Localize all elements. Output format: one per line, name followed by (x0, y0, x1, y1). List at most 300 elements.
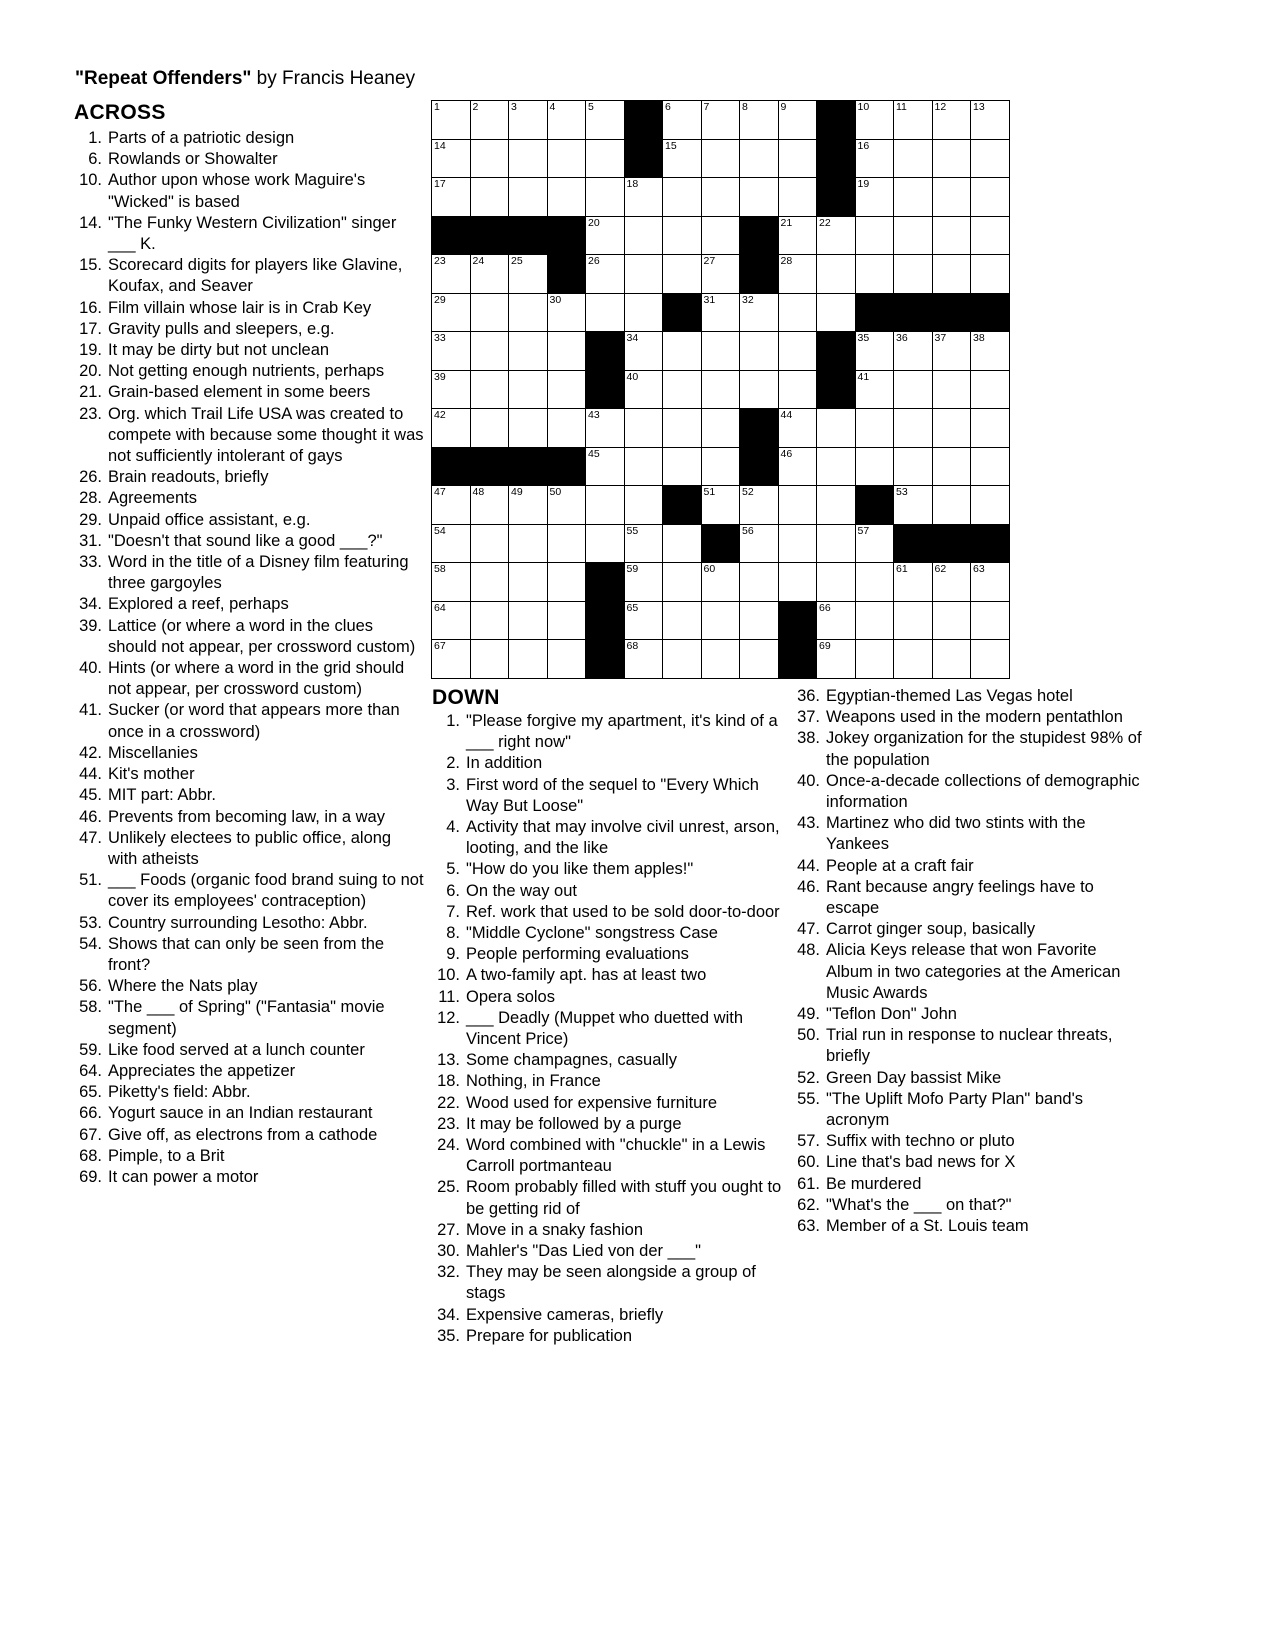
across-clue[interactable] (74, 170, 424, 212)
down-clue-number: 11. (438, 987, 460, 1006)
across-clue[interactable] (74, 1103, 424, 1124)
grid-cell[interactable] (817, 216, 856, 255)
crossword-grid[interactable] (431, 100, 1010, 679)
grid-cell[interactable] (624, 293, 663, 332)
grid-cell[interactable] (432, 524, 471, 563)
grid-cell[interactable] (971, 332, 1010, 371)
grid-cell[interactable] (663, 255, 702, 294)
grid-cell[interactable] (432, 178, 471, 217)
grid-cell[interactable] (432, 139, 471, 178)
grid-cell[interactable] (470, 139, 509, 178)
grid-cell[interactable] (971, 447, 1010, 486)
grid-block-cell (778, 601, 817, 640)
across-clue[interactable] (74, 1125, 424, 1146)
down-clue[interactable] (792, 686, 1144, 707)
grid-cell[interactable] (624, 370, 663, 409)
across-clue[interactable] (74, 255, 424, 297)
down-clue[interactable] (792, 707, 1144, 728)
across-clue[interactable] (74, 510, 424, 531)
down-clue-number: 13. (437, 1051, 460, 1070)
grid-cell[interactable] (817, 255, 856, 294)
grid-cell[interactable] (701, 563, 740, 602)
across-clue-text: Shows that can only be seen from the front? (108, 934, 385, 974)
grid-cell[interactable] (547, 139, 586, 178)
grid-cell[interactable] (663, 178, 702, 217)
grid-cell[interactable] (701, 101, 740, 140)
grid-cell[interactable] (624, 178, 663, 217)
grid-cell[interactable] (855, 101, 894, 140)
across-clue[interactable] (74, 382, 424, 403)
across-clue[interactable] (74, 149, 424, 170)
grid-cell[interactable] (470, 370, 509, 409)
grid-cell[interactable] (778, 293, 817, 332)
grid-cell[interactable] (740, 370, 779, 409)
grid-cell[interactable] (470, 601, 509, 640)
across-clue[interactable] (74, 1146, 424, 1167)
grid-cell[interactable] (547, 640, 586, 679)
grid-cell[interactable] (855, 524, 894, 563)
down-clue[interactable] (792, 1195, 1144, 1216)
down-clue-text: Activity that may involve civil unrest, arson, looting, and the like (466, 818, 780, 858)
grid-cell[interactable] (778, 216, 817, 255)
across-clue-number: 34. (79, 595, 102, 614)
grid-cell[interactable] (432, 332, 471, 371)
down-clue[interactable] (432, 1241, 790, 1262)
down-clue[interactable] (792, 1025, 1144, 1067)
grid-cell[interactable] (470, 563, 509, 602)
grid-cell[interactable] (663, 101, 702, 140)
grid-cell[interactable] (701, 216, 740, 255)
grid-cell[interactable] (932, 447, 971, 486)
grid-cell[interactable] (509, 178, 548, 217)
across-clue[interactable] (74, 340, 424, 361)
across-clue[interactable] (74, 1040, 424, 1061)
grid-cell[interactable] (470, 255, 509, 294)
grid-cell[interactable] (509, 332, 548, 371)
grid-cell[interactable] (740, 640, 779, 679)
grid-cell[interactable] (509, 640, 548, 679)
down-clue-number: 2. (446, 754, 460, 773)
across-clue[interactable] (74, 531, 424, 552)
grid-cell[interactable] (586, 139, 625, 178)
grid-cell-number: 42 (434, 409, 446, 421)
across-clue[interactable] (74, 658, 424, 700)
across-clue[interactable] (74, 743, 424, 764)
grid-cell[interactable] (894, 447, 933, 486)
grid-cell[interactable] (701, 601, 740, 640)
grid-cell[interactable] (432, 101, 471, 140)
grid-cell[interactable] (894, 409, 933, 448)
grid-cell[interactable] (432, 409, 471, 448)
grid-cell[interactable] (855, 447, 894, 486)
grid-cell[interactable] (624, 601, 663, 640)
grid-cell[interactable] (932, 178, 971, 217)
grid-cell[interactable] (509, 293, 548, 332)
down-clue[interactable] (432, 1305, 790, 1326)
grid-cell[interactable] (740, 293, 779, 332)
down-clue[interactable] (432, 1177, 790, 1219)
across-clue[interactable] (74, 913, 424, 934)
across-clue-text: Prevents from becoming law, in a way (108, 807, 385, 826)
grid-cell[interactable] (701, 255, 740, 294)
across-clue-number: 44. (79, 765, 102, 784)
grid-cell[interactable] (778, 524, 817, 563)
down-clue[interactable] (792, 771, 1144, 813)
grid-cell-number: 30 (549, 293, 562, 306)
across-clue[interactable] (74, 361, 424, 382)
grid-cell[interactable] (586, 216, 625, 255)
across-clue[interactable] (74, 552, 424, 594)
grid-cell[interactable] (971, 255, 1010, 294)
grid-cell[interactable] (817, 293, 856, 332)
down-clue[interactable] (432, 1326, 790, 1347)
grid-cell[interactable] (817, 447, 856, 486)
grid-cell[interactable] (663, 601, 702, 640)
down-clue[interactable] (432, 859, 790, 880)
grid-cell[interactable] (932, 332, 971, 371)
across-clue[interactable] (74, 616, 424, 658)
grid-cell[interactable] (701, 178, 740, 217)
grid-cell[interactable] (740, 486, 779, 525)
grid-cell[interactable] (778, 139, 817, 178)
grid-cell[interactable] (509, 255, 548, 294)
grid-cell[interactable] (509, 486, 548, 525)
grid-cell[interactable] (663, 563, 702, 602)
across-clue[interactable] (74, 1082, 424, 1103)
grid-cell[interactable] (778, 447, 817, 486)
grid-cell[interactable] (470, 293, 509, 332)
grid-cell[interactable] (509, 101, 548, 140)
grid-cell[interactable] (701, 139, 740, 178)
down-clue[interactable] (432, 944, 790, 965)
grid-cell[interactable] (586, 101, 625, 140)
grid-cell[interactable] (971, 101, 1010, 140)
across-clue[interactable] (74, 1061, 424, 1082)
grid-cell[interactable] (547, 524, 586, 563)
grid-cell-number: 35 (857, 332, 870, 344)
grid-cell[interactable] (624, 409, 663, 448)
grid-cell[interactable] (740, 139, 779, 178)
grid-row (432, 216, 1010, 255)
across-clue[interactable] (74, 764, 424, 785)
down-clue[interactable] (432, 965, 790, 986)
grid-cell[interactable] (470, 332, 509, 371)
down-clue[interactable] (432, 1008, 790, 1050)
grid-cell[interactable] (971, 486, 1010, 525)
grid-cell[interactable] (701, 640, 740, 679)
grid-cell[interactable] (432, 370, 471, 409)
grid-cell[interactable] (663, 409, 702, 448)
grid-cell[interactable] (855, 332, 894, 371)
across-clue[interactable] (74, 976, 424, 997)
grid-cell[interactable] (740, 332, 779, 371)
across-clue-text: Pimple, to a Brit (108, 1146, 225, 1165)
down-clue[interactable] (792, 1004, 1144, 1025)
grid-block-cell (470, 447, 509, 486)
grid-cell[interactable] (778, 486, 817, 525)
grid-cell[interactable] (740, 101, 779, 140)
across-clue[interactable] (74, 467, 424, 488)
grid-cell[interactable] (855, 601, 894, 640)
grid-cell[interactable] (778, 370, 817, 409)
grid-cell[interactable] (740, 563, 779, 602)
grid-cell[interactable] (624, 524, 663, 563)
grid-cell[interactable] (932, 409, 971, 448)
grid-cell[interactable] (624, 563, 663, 602)
down-clue[interactable] (792, 877, 1144, 919)
grid-cell[interactable] (586, 178, 625, 217)
down-clue[interactable] (792, 728, 1144, 770)
grid-cell[interactable] (470, 178, 509, 217)
grid-cell[interactable] (509, 370, 548, 409)
grid-cell[interactable] (817, 486, 856, 525)
grid-cell[interactable] (971, 601, 1010, 640)
down-clue[interactable] (432, 1135, 790, 1177)
grid-cell[interactable] (624, 216, 663, 255)
grid-cell[interactable] (701, 332, 740, 371)
grid-cell[interactable] (470, 640, 509, 679)
down-clue[interactable] (792, 1174, 1144, 1195)
grid-cell[interactable] (624, 447, 663, 486)
grid-cell[interactable] (894, 601, 933, 640)
across-clue-text: It can power a motor (108, 1167, 259, 1186)
down-clue[interactable] (792, 919, 1144, 940)
grid-cell[interactable] (817, 601, 856, 640)
grid-cell[interactable] (663, 370, 702, 409)
across-clue[interactable] (74, 298, 424, 319)
grid-cell[interactable] (932, 601, 971, 640)
grid-cell[interactable] (971, 178, 1010, 217)
down-clue-text: Member of a St. Louis team (826, 1217, 1029, 1236)
grid-cell[interactable] (894, 178, 933, 217)
down-clue[interactable] (792, 856, 1144, 877)
grid-cell[interactable] (663, 640, 702, 679)
grid-cell[interactable] (432, 255, 471, 294)
grid-cell[interactable] (624, 486, 663, 525)
grid-cell[interactable] (855, 370, 894, 409)
grid-cell[interactable] (855, 178, 894, 217)
across-clue[interactable] (74, 128, 424, 149)
grid-cell[interactable] (547, 563, 586, 602)
grid-cell[interactable] (547, 370, 586, 409)
grid-cell[interactable] (894, 563, 933, 602)
across-clue-number: 67. (79, 1125, 102, 1144)
down-clue[interactable] (432, 817, 790, 859)
grid-cell[interactable] (663, 216, 702, 255)
grid-cell[interactable] (509, 524, 548, 563)
grid-cell[interactable] (894, 640, 933, 679)
down-clue-number: 30. (437, 1242, 460, 1261)
grid-cell[interactable] (547, 293, 586, 332)
grid-cell[interactable] (547, 178, 586, 217)
down-clue[interactable] (432, 1071, 790, 1092)
grid-cell[interactable] (586, 447, 625, 486)
across-clue-text: Unlikely electees to public office, along with atheists (108, 828, 392, 868)
across-clue[interactable] (74, 319, 424, 340)
down-clue-number: 32. (437, 1263, 460, 1282)
grid-cell[interactable] (778, 255, 817, 294)
down-clue[interactable] (792, 1216, 1144, 1237)
grid-cell[interactable] (855, 409, 894, 448)
down-clue[interactable] (792, 813, 1144, 855)
grid-cell[interactable] (432, 563, 471, 602)
grid-cell[interactable] (932, 563, 971, 602)
grid-cell[interactable] (894, 216, 933, 255)
grid-cell-number: 29 (434, 293, 446, 306)
grid-cell[interactable] (778, 332, 817, 371)
grid-cell[interactable] (932, 370, 971, 409)
across-clue-number: 54. (79, 934, 102, 953)
grid-cell[interactable] (432, 640, 471, 679)
down-clue[interactable] (432, 1220, 790, 1241)
across-clue-text: Parts of a patriotic design (108, 129, 295, 147)
across-clue[interactable] (74, 1167, 424, 1188)
across-clue[interactable] (74, 488, 424, 509)
down-clue-number: 36. (797, 687, 820, 705)
down-clue[interactable] (792, 1152, 1144, 1173)
grid-cell-number: 67 (434, 640, 446, 652)
grid-cell[interactable] (932, 640, 971, 679)
down-clue[interactable] (432, 902, 790, 923)
grid-cell[interactable] (432, 293, 471, 332)
down-clue[interactable] (792, 1131, 1144, 1152)
grid-cell[interactable] (663, 139, 702, 178)
down-clue-text: A two-family apt. has at least two (466, 966, 707, 985)
grid-cell[interactable] (470, 486, 509, 525)
grid-cell[interactable] (932, 139, 971, 178)
grid-cell[interactable] (470, 101, 509, 140)
grid-cell[interactable] (971, 640, 1010, 679)
grid-cell[interactable] (894, 486, 933, 525)
grid-cell[interactable] (894, 255, 933, 294)
grid-cell[interactable] (971, 370, 1010, 409)
grid-cell[interactable] (470, 409, 509, 448)
grid-cell[interactable] (817, 640, 856, 679)
down-clue[interactable] (432, 775, 790, 817)
grid-cell[interactable] (740, 601, 779, 640)
grid-cell[interactable] (509, 409, 548, 448)
grid-cell[interactable] (586, 486, 625, 525)
grid-cell[interactable] (509, 139, 548, 178)
down-clue[interactable] (792, 1068, 1144, 1089)
grid-cell[interactable] (663, 447, 702, 486)
grid-cell[interactable] (740, 524, 779, 563)
grid-cell[interactable] (855, 216, 894, 255)
grid-cell[interactable] (894, 332, 933, 371)
down-clue[interactable] (432, 923, 790, 944)
down-clue[interactable] (432, 987, 790, 1008)
grid-cell[interactable] (663, 332, 702, 371)
grid-cell[interactable] (701, 293, 740, 332)
across-clue[interactable] (74, 700, 424, 742)
down-clue[interactable] (432, 1114, 790, 1135)
grid-cell[interactable] (547, 486, 586, 525)
grid-cell[interactable] (470, 524, 509, 563)
grid-cell[interactable] (547, 101, 586, 140)
down-clue[interactable] (432, 711, 790, 753)
across-clue[interactable] (74, 785, 424, 806)
grid-cell-number: 5 (588, 101, 594, 113)
grid-cell[interactable] (586, 293, 625, 332)
grid-cell[interactable] (778, 563, 817, 602)
grid-cell[interactable] (509, 563, 548, 602)
grid-cell[interactable] (701, 409, 740, 448)
grid-cell[interactable] (778, 101, 817, 140)
across-clue-number: 17. (79, 319, 102, 338)
across-clue[interactable] (74, 594, 424, 615)
grid-cell[interactable] (586, 409, 625, 448)
across-clue[interactable] (74, 404, 424, 468)
grid-cell[interactable] (547, 601, 586, 640)
grid-cell[interactable] (932, 216, 971, 255)
grid-cell[interactable] (894, 101, 933, 140)
down-clue-number: 50. (797, 1026, 820, 1045)
down-clue[interactable] (432, 881, 790, 902)
grid-cell[interactable] (894, 139, 933, 178)
down-clue[interactable] (432, 1050, 790, 1071)
grid-cell[interactable] (932, 486, 971, 525)
grid-cell[interactable] (547, 332, 586, 371)
down-clue[interactable] (432, 1093, 790, 1114)
across-clue[interactable] (74, 934, 424, 976)
grid-cell[interactable] (971, 409, 1010, 448)
grid-block-cell (547, 255, 586, 294)
grid-cell[interactable] (855, 255, 894, 294)
grid-cell[interactable] (547, 409, 586, 448)
across-clue[interactable] (74, 828, 424, 870)
grid-cell-number: 62 (934, 563, 947, 575)
across-clue[interactable] (74, 870, 424, 912)
across-clue[interactable] (74, 807, 424, 828)
grid-cell[interactable] (932, 255, 971, 294)
grid-cell[interactable] (624, 332, 663, 371)
grid-cell[interactable] (432, 601, 471, 640)
grid-cell[interactable] (701, 486, 740, 525)
grid-cell[interactable] (817, 563, 856, 602)
grid-cell[interactable] (778, 178, 817, 217)
grid-cell[interactable] (817, 524, 856, 563)
across-clue[interactable] (74, 213, 424, 255)
grid-cell[interactable] (740, 178, 779, 217)
grid-cell[interactable] (894, 370, 933, 409)
grid-cell[interactable] (971, 139, 1010, 178)
grid-cell[interactable] (855, 563, 894, 602)
grid-cell[interactable] (778, 409, 817, 448)
grid-cell[interactable] (971, 216, 1010, 255)
grid-cell[interactable] (971, 563, 1010, 602)
grid-cell[interactable] (932, 101, 971, 140)
down-clue[interactable] (432, 1262, 790, 1304)
down-clue[interactable] (792, 1089, 1144, 1131)
grid-cell[interactable] (624, 640, 663, 679)
across-clue[interactable] (74, 997, 424, 1039)
down-clue[interactable] (432, 753, 790, 774)
grid-cell[interactable] (817, 409, 856, 448)
grid-cell[interactable] (586, 255, 625, 294)
grid-cell[interactable] (855, 640, 894, 679)
grid-cell[interactable] (509, 601, 548, 640)
grid-cell[interactable] (624, 255, 663, 294)
grid-cell[interactable] (586, 524, 625, 563)
grid-cell[interactable] (701, 447, 740, 486)
grid-cell-number: 40 (626, 370, 639, 383)
grid-cell[interactable] (663, 524, 702, 563)
down-clue[interactable] (792, 940, 1144, 1004)
grid-cell[interactable] (855, 139, 894, 178)
grid-cell[interactable] (432, 486, 471, 525)
grid-cell[interactable] (701, 370, 740, 409)
across-clue-text: Explored a reef, perhaps (108, 595, 289, 614)
